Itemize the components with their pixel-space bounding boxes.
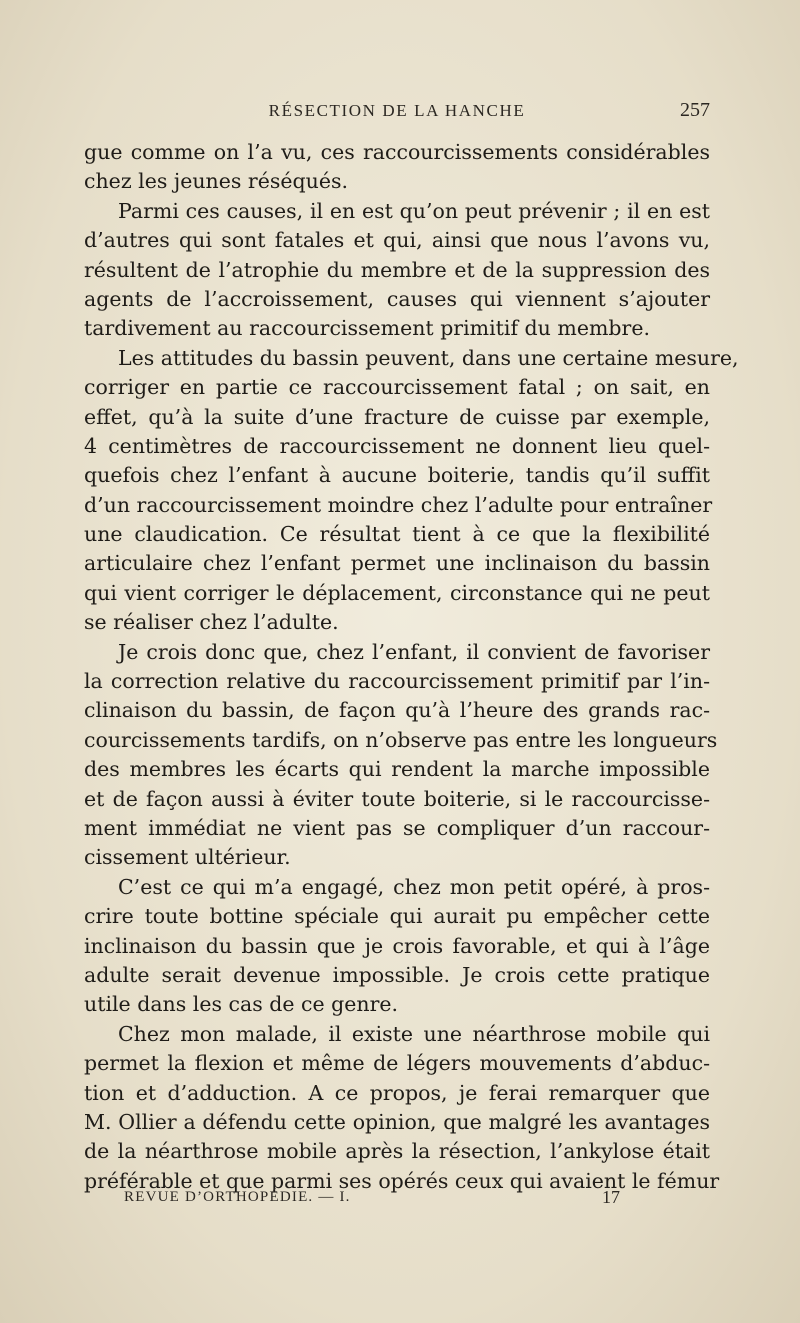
text-line: chez les jeunes réséqués.	[84, 169, 348, 194]
page-footer	[124, 1187, 710, 1209]
text-line: 4 centimètres de raccourcissement ne donnent lieu quel-	[84, 433, 710, 458]
text-line: effet, qu’à la suite d’une fracture de cuisse par exemple,	[84, 404, 710, 429]
text-line: adulte serait devenue impossible. Je crois cette pratique	[84, 962, 710, 987]
paragraph-first-line: Chez mon malade, il existe une néarthrose mobile qui	[118, 1021, 710, 1046]
text-line: tion et d’adduction. A ce propos, je ferai remarquer que	[84, 1080, 710, 1105]
text-line: des membres les écarts qui rendent la marche impossible	[84, 757, 710, 782]
text-line: gue comme on l’a vu, ces raccourcissements considérables	[84, 140, 710, 164]
paragraph-first-line: Les attitudes du bassin peuvent, dans une certaine mesure,	[118, 345, 739, 370]
gathering-signature-number: 17	[602, 1187, 620, 1207]
paragraph-first-line: Parmi ces causes, il en est qu’on peut prévenir ; il en est	[118, 198, 710, 223]
body-text	[84, 138, 739, 1196]
text-line: la correction relative du raccourcissement primitif par l’in-	[84, 669, 710, 694]
paragraph-first-line: C’est ce qui m’a engagé, chez mon petit opéré, à pros-	[118, 874, 710, 899]
text-line: permet la flexion et même de légers mouvements d’abduc-	[84, 1051, 710, 1076]
text-line: résultent de l’atrophie du membre et de la suppression des	[84, 257, 710, 282]
text-line: clinaison du bassin, de façon qu’à l’heure des grands rac-	[84, 698, 710, 723]
running-title: RÉSECTION DE LA HANCHE	[268, 101, 526, 120]
text-line: agents de l’accroissement, causes qui viennent s’ajouter	[84, 286, 710, 311]
text-line: cissement ultérieur.	[84, 845, 291, 870]
text-line: ment immédiat ne vient pas se compliquer d’un raccour-	[84, 815, 710, 840]
text-line: d’autres qui sont fatales et qui, ainsi que nous l’avons vu,	[84, 228, 710, 253]
text-line: se réaliser chez l’adulte.	[84, 610, 339, 635]
text-line: utile dans les cas de ce genre.	[84, 992, 399, 1017]
text-line: qui vient corriger le déplacement, circonstance qui ne peut	[84, 580, 710, 605]
text-line: tardivement au raccourcissement primitif du membre.	[84, 316, 650, 341]
text-line: préférable et que parmi ses opérés ceux qui avaient le fémur	[84, 1168, 720, 1193]
text-line: courcissements tardifs, on n’observe pas entre les longueurs	[84, 727, 718, 752]
text-line: quefois chez l’enfant à aucune boiterie, tandis qu’il suffit	[84, 463, 710, 488]
paragraph-first-line: Je crois donc que, chez l’enfant, il convient de favoriser	[118, 639, 710, 664]
running-head	[84, 101, 710, 125]
text-line: corriger en partie ce raccourcissement fatal ; on sait, en	[84, 375, 710, 400]
text-line: articulaire chez l’enfant permet une inclinaison du bassin	[84, 551, 710, 576]
journal-signature: REVUE D’ORTHOPÉDIE. — I.	[124, 1189, 351, 1205]
page-number: 257	[680, 99, 710, 121]
text-line: crire toute bottine spéciale qui aurait pu empêcher cette	[84, 904, 710, 929]
text-line: de la néarthrose mobile après la résection, l’ankylose était	[84, 1139, 710, 1164]
text-line: une claudication. Ce résultat tient à ce que la flexibilité	[84, 522, 710, 547]
text-line: M. Ollier a défendu cette opinion, que malgré les avantages	[84, 1109, 710, 1134]
text-line: inclinaison du bassin que je crois favorable, et qui à l’âge	[84, 933, 710, 958]
text-line: d’un raccourcissement moindre chez l’adulte pour entraîner	[84, 492, 713, 517]
text-line: et de façon aussi à éviter toute boiterie, si le raccourcisse-	[84, 786, 710, 811]
